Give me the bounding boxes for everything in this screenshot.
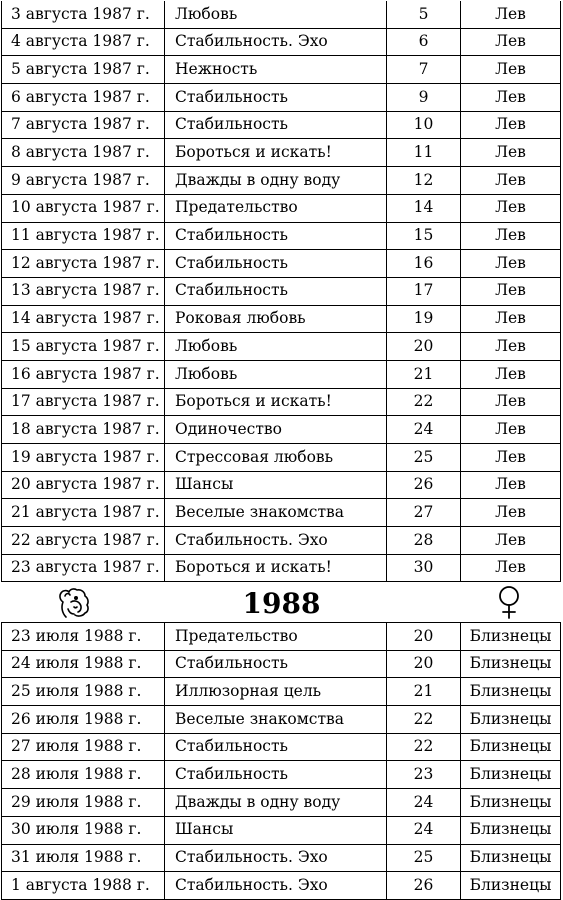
sign-cell: Лев [461,84,561,112]
name-cell: Бороться и искать! [165,554,387,582]
date-cell: 7 августа 1987 г. [2,111,165,139]
name-cell: Шансы [165,816,387,844]
table-row [2,333,561,361]
table-row [2,471,561,499]
year-title: 1988 [242,587,321,620]
date-cell: 16 августа 1987 г. [2,360,165,388]
number-cell: 14 [387,194,461,222]
date-cell: 19 августа 1987 г. [2,444,165,472]
date-cell: 18 августа 1987 г. [2,416,165,444]
table-row [2,761,561,789]
table-row [2,416,561,444]
table-row [2,1,561,28]
date-cell: 24 июля 1988 г. [2,650,165,678]
number-cell: 12 [387,167,461,195]
table-row [2,623,561,651]
number-cell: 20 [387,623,461,651]
date-cell: 13 августа 1987 г. [2,277,165,305]
table-row [2,167,561,195]
number-cell: 25 [387,444,461,472]
number-cell: 30 [387,554,461,582]
sign-cell: Лев [461,499,561,527]
name-cell: Любовь [165,360,387,388]
name-cell: Бороться и искать! [165,139,387,167]
name-cell: Стабильность [165,650,387,678]
number-cell: 24 [387,416,461,444]
sign-cell: Близнецы [461,844,561,872]
date-cell: 3 августа 1987 г. [2,1,165,28]
sign-cell: Лев [461,111,561,139]
sign-cell: Лев [461,194,561,222]
sign-cell: Лев [461,139,561,167]
table-1987-body [2,1,561,582]
date-cell: 17 августа 1987 г. [2,388,165,416]
date-cell: 22 августа 1987 г. [2,527,165,555]
name-cell: Предательство [165,623,387,651]
number-cell: 24 [387,789,461,817]
sign-cell: Близнецы [461,733,561,761]
table-1988-body [2,623,561,900]
sign-cell: Близнецы [461,650,561,678]
table-row [2,554,561,582]
table-row [2,872,561,900]
name-cell: Стабильность. Эхо [165,872,387,900]
sign-cell: Лев [461,444,561,472]
sign-cell: Лев [461,167,561,195]
table-row [2,194,561,222]
sign-cell: Лев [461,28,561,56]
name-cell: Роковая любовь [165,305,387,333]
number-cell: 7 [387,56,461,84]
date-cell: 12 августа 1987 г. [2,250,165,278]
sign-cell: Близнецы [461,816,561,844]
sign-cell: Лев [461,471,561,499]
number-cell: 26 [387,872,461,900]
table-row [2,733,561,761]
sign-cell: Близнецы [461,761,561,789]
name-cell: Стабильность. Эхо [165,844,387,872]
number-cell: 22 [387,733,461,761]
date-cell: 21 августа 1987 г. [2,499,165,527]
date-cell: 29 июля 1988 г. [2,789,165,817]
table-row [2,444,561,472]
name-cell: Стабильность. Эхо [165,28,387,56]
name-cell: Дважды в одну воду [165,167,387,195]
name-cell: Веселые знакомства [165,706,387,734]
number-cell: 11 [387,139,461,167]
table-row [2,28,561,56]
date-cell: 10 августа 1987 г. [2,194,165,222]
name-cell: Бороться и искать! [165,388,387,416]
table-row [2,650,561,678]
date-cell: 27 июля 1988 г. [2,733,165,761]
number-cell: 24 [387,816,461,844]
sign-cell: Лев [461,277,561,305]
name-cell: Стрессовая любовь [165,444,387,472]
date-cell: 5 августа 1987 г. [2,56,165,84]
table-row [2,816,561,844]
table-row [2,844,561,872]
number-cell: 25 [387,844,461,872]
name-cell: Одиночество [165,416,387,444]
number-cell: 10 [387,111,461,139]
sign-cell: Близнецы [461,706,561,734]
name-cell: Стабильность [165,733,387,761]
table-row [2,56,561,84]
venus-icon [494,584,524,620]
number-cell: 16 [387,250,461,278]
date-cell: 30 июля 1988 г. [2,816,165,844]
number-cell: 20 [387,333,461,361]
name-cell: Стабильность [165,250,387,278]
table-row [2,789,561,817]
table-row [2,360,561,388]
sign-cell: Близнецы [461,623,561,651]
name-cell: Стабильность [165,222,387,250]
number-cell: 26 [387,471,461,499]
table-row [2,222,561,250]
name-cell: Стабильность. Эхо [165,527,387,555]
name-cell: Иллюзорная цель [165,678,387,706]
date-cell: 28 июля 1988 г. [2,761,165,789]
date-cell: 31 июля 1988 г. [2,844,165,872]
sign-cell: Близнецы [461,789,561,817]
table-1987 [1,1,561,582]
table-1988 [1,622,561,900]
sign-cell: Лев [461,333,561,361]
name-cell: Стабильность [165,277,387,305]
year-header [0,582,563,622]
sign-cell: Лев [461,360,561,388]
name-cell: Дважды в одну воду [165,789,387,817]
table-row [2,706,561,734]
table-row [2,84,561,112]
date-cell: 15 августа 1987 г. [2,333,165,361]
number-cell: 22 [387,388,461,416]
date-cell: 11 августа 1987 г. [2,222,165,250]
table-row [2,250,561,278]
table-row [2,111,561,139]
number-cell: 9 [387,84,461,112]
date-cell: 8 августа 1987 г. [2,139,165,167]
name-cell: Веселые знакомства [165,499,387,527]
number-cell: 23 [387,761,461,789]
name-cell: Нежность [165,56,387,84]
number-cell: 5 [387,1,461,28]
table-row [2,678,561,706]
number-cell: 28 [387,527,461,555]
sign-cell: Лев [461,1,561,28]
number-cell: 21 [387,678,461,706]
number-cell: 27 [387,499,461,527]
number-cell: 17 [387,277,461,305]
sign-cell: Лев [461,56,561,84]
sign-cell: Лев [461,222,561,250]
sign-cell: Лев [461,527,561,555]
number-cell: 20 [387,650,461,678]
sign-cell: Близнецы [461,678,561,706]
table-row [2,499,561,527]
table-row [2,388,561,416]
date-cell: 20 августа 1987 г. [2,471,165,499]
date-cell: 14 августа 1987 г. [2,305,165,333]
sign-cell: Лев [461,554,561,582]
date-cell: 1 августа 1988 г. [2,872,165,900]
date-cell: 26 июля 1988 г. [2,706,165,734]
name-cell: Стабильность [165,84,387,112]
date-cell: 9 августа 1987 г. [2,167,165,195]
sign-cell: Лев [461,305,561,333]
name-cell: Шансы [165,471,387,499]
table-row [2,527,561,555]
number-cell: 6 [387,28,461,56]
sign-cell: Близнецы [461,872,561,900]
table-row [2,139,561,167]
number-cell: 19 [387,305,461,333]
sign-cell: Лев [461,416,561,444]
name-cell: Любовь [165,333,387,361]
number-cell: 15 [387,222,461,250]
date-cell: 23 июля 1988 г. [2,623,165,651]
date-cell: 4 августа 1987 г. [2,28,165,56]
name-cell: Стабильность [165,111,387,139]
name-cell: Стабильность [165,761,387,789]
date-cell: 25 июля 1988 г. [2,678,165,706]
number-cell: 22 [387,706,461,734]
date-cell: 23 августа 1987 г. [2,554,165,582]
sign-cell: Лев [461,388,561,416]
table-row [2,305,561,333]
number-cell: 21 [387,360,461,388]
name-cell: Любовь [165,1,387,28]
table-row [2,277,561,305]
name-cell: Предательство [165,194,387,222]
date-cell: 6 августа 1987 г. [2,84,165,112]
sign-cell: Лев [461,250,561,278]
